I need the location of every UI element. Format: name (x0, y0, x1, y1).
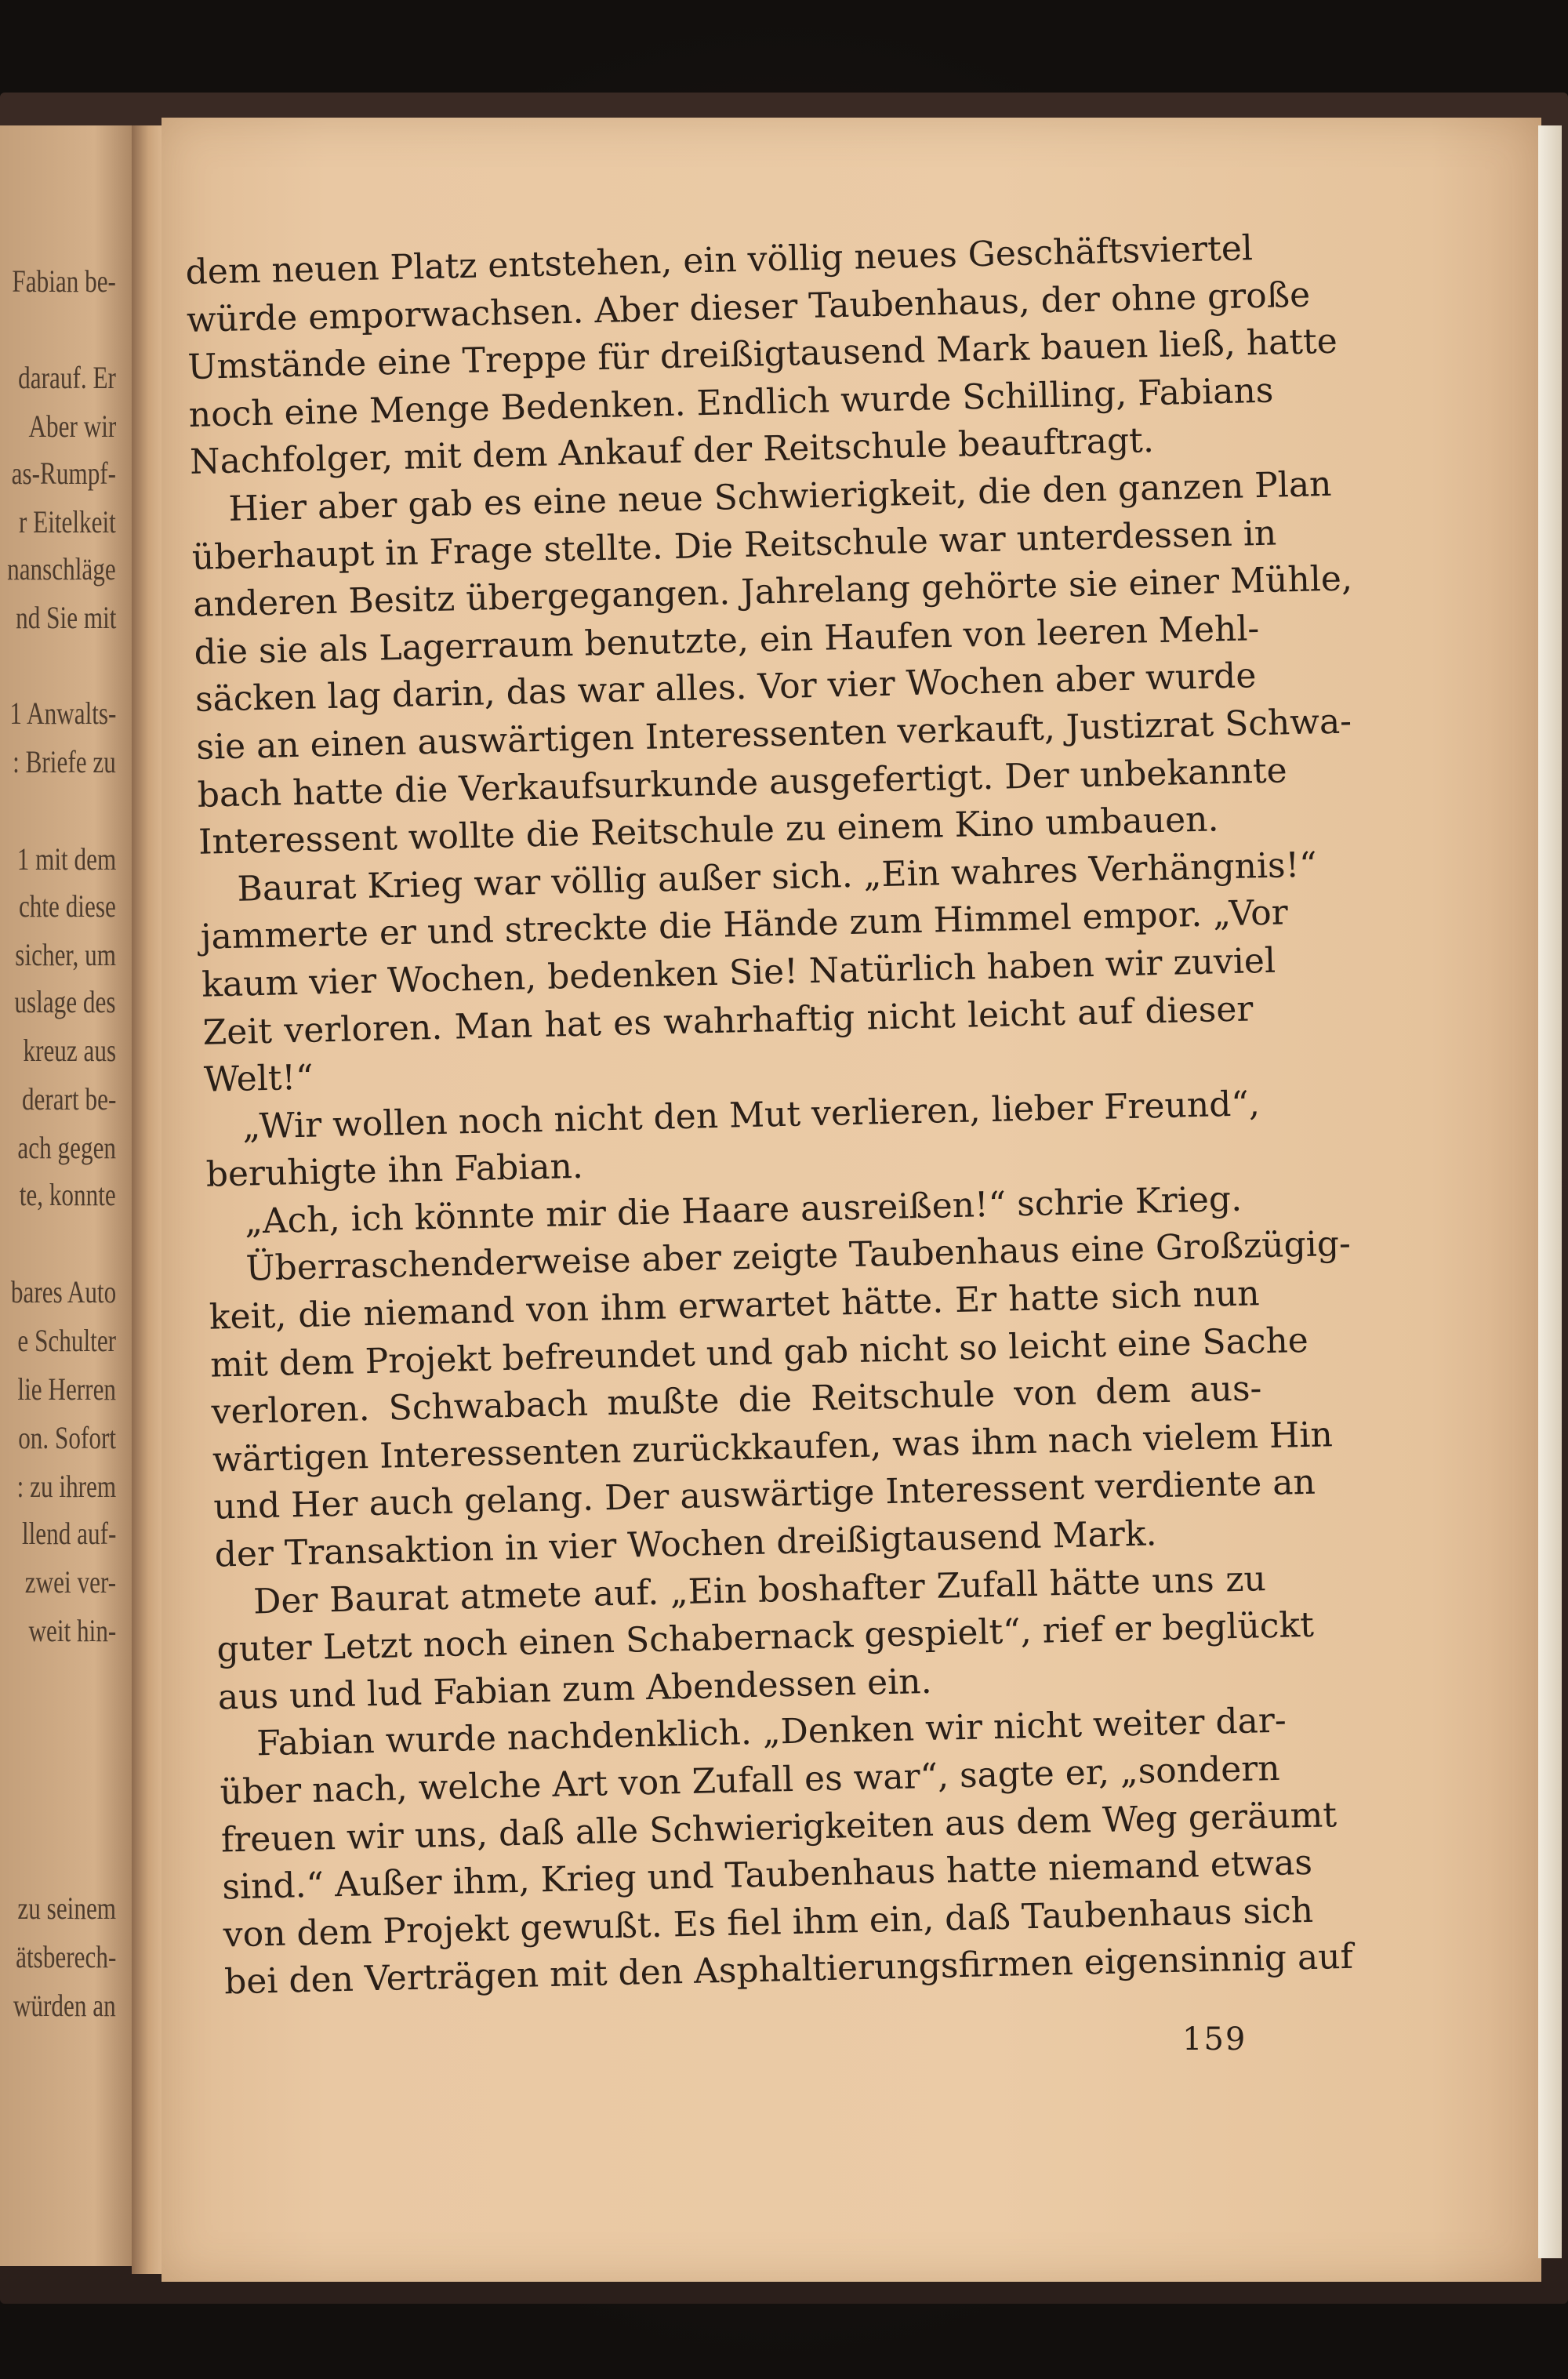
text-line: Überraschenderweise aber zeigte Taubenhaus eine Großzügig- (245, 1224, 1352, 1290)
text-line: Baurat Krieg war völlig außer sich. „Ein wahres Verhängnis!“ (236, 844, 1318, 910)
text-line: Interessent wollte die Reitschule zu einem Kino umbauen. (198, 799, 1219, 863)
page-number: 159 (1182, 2021, 1247, 2058)
text-line: Zeit verloren. Man hat es wahrhaftig nicht leicht auf dieser (202, 988, 1254, 1053)
text-line: von dem Projekt gewußt. Es fiel ihm ein, daß Taubenhaus sich (223, 1890, 1314, 1956)
left-page-fragment: nd Sie mit (15, 600, 116, 635)
text-line: würde emporwachsen. Aber dieser Taubenhaus, der ohne große (186, 274, 1311, 340)
left-page-fragment: weit hin- (28, 1613, 116, 1648)
left-page-fragment: : Briefe zu (13, 744, 116, 779)
text-line: Umstände eine Treppe für dreißigtausend Mark bauen ließ, hatte (187, 321, 1338, 388)
text-line: säcken lag darin, das war alles. Vor vier Wochen aber wurde (194, 656, 1257, 721)
text-line: verloren. Schwabach mußte die Reitschule von dem aus- (211, 1368, 1262, 1433)
left-page-fragment: 1 Anwalts- (9, 696, 116, 731)
left-page-fragment: on. Sofort (18, 1420, 116, 1455)
left-page-fragment: llend auf- (21, 1516, 116, 1551)
text-line: keit, die niemand von ihm erwartet hätte. Er hatte sich nun (209, 1273, 1261, 1338)
text-line: jammerte er und streckte die Hände zum Himmel empor. „Vor (200, 892, 1289, 958)
left-page-fragment: Fabian be- (12, 263, 116, 299)
left-page-fragment: bares Auto (10, 1274, 116, 1309)
text-line: sind.“ Außer ihm, Krieg und Taubenhaus hatte niemand etwas (221, 1843, 1313, 1908)
text-line: freuen wir uns, daß alle Schwierigkeiten aus dem Weg geräumt (220, 1794, 1338, 1861)
text-line: „Wir wollen noch nicht den Mut verlieren, lieber Freund“, (241, 1083, 1261, 1147)
text-line: guter Letzt noch einen Schabernack gespielt“, rief er beglückt (216, 1605, 1315, 1670)
left-page-fragment: 1 mit dem (16, 841, 116, 877)
text-line: Nachfolger, mit dem Ankauf der Reitschule beauftragt. (189, 420, 1155, 483)
text-line: über nach, welche Art von Zufall es war“, sagte er, „sondern (220, 1748, 1281, 1813)
left-page-fragment: chte diese (19, 888, 116, 924)
text-line: anderen Besitz übergegangen. Jahrelang gehörte sie einer Mühle, (192, 558, 1353, 626)
text-line: „Ach, ich könnte mir die Haare ausreißen!“ schrie Krieg. (244, 1179, 1243, 1242)
left-page-fragment: e Schulter (17, 1323, 116, 1358)
text-line: Fabian wurde nachdenklich. „Denken wir nicht weiter dar- (256, 1701, 1287, 1764)
left-page-fragment: nanschläge (7, 551, 116, 587)
text-line: und Her auch gelang. Der auswärtige Interessent verdiente an (212, 1462, 1316, 1528)
left-page-fragment: ach gegen (17, 1130, 116, 1165)
left-page-fragment: te, konnte (19, 1177, 116, 1212)
left-page-fragment: kreuz aus (23, 1033, 116, 1068)
text-line: beruhigte ihn Fabian. (205, 1146, 584, 1195)
text-line: aus und lud Fabian zum Abendessen ein. (217, 1661, 933, 1718)
left-page-fragment: r Eitelkeit (19, 504, 116, 539)
text-line: die sie als Lagerraum benutzte, ein Haufen von leeren Mehl- (194, 608, 1260, 673)
text-line: noch eine Menge Bedenken. Endlich wurde Schilling, Fabians (188, 370, 1274, 435)
text-line: wärtigen Interessenten zurückkaufen, was ihm nach vielem Hin (212, 1415, 1334, 1480)
left-page-fragment: darauf. Er (18, 360, 116, 395)
left-page-fragment: zwei ver- (24, 1564, 116, 1600)
text-line: kaum vier Wochen, bedenken Sie! Natürlich haben wir zuviel (201, 940, 1276, 1005)
left-page-fragment: lie Herren (17, 1371, 116, 1407)
page-text (185, 226, 1354, 2007)
text-line: sie an einen auswärtigen Interessenten verkauft, Justizrat Schwa- (195, 701, 1352, 768)
text-line: Welt!“ (203, 1057, 314, 1100)
left-page-fragment: : zu ihrem (16, 1469, 116, 1504)
text-line: überhaupt in Frage stellte. Die Reitschule war unterdessen in (191, 513, 1277, 578)
text-line: der Transaktion in vier Wochen dreißigtausend Mark. (214, 1513, 1158, 1575)
left-page-fragment: as-Rumpf- (11, 456, 116, 491)
left-page (0, 125, 135, 2266)
left-page-fragment: Aber wir (28, 409, 116, 444)
text-line: Der Baurat atmete auf. „Ein boshafter Zufall hätte uns zu (252, 1558, 1267, 1622)
left-page-fragment: ätsberech- (15, 1939, 116, 1974)
left-page-fragment: uslage des (14, 984, 116, 1019)
text-line: bach hatte die Verkaufsurkunde ausgefertigt. Der unbekannte (197, 750, 1288, 815)
left-page-fragment: würden an (13, 1988, 116, 2023)
left-page-fragment: zu seinem (17, 1890, 116, 1926)
text-line: bei den Verträgen mit den Asphaltierungsfirmen eigensinnig auf (223, 1937, 1354, 2003)
text-line: dem neuen Platz entstehen, ein völlig neues Geschäftsviertel (185, 228, 1254, 292)
left-page-fragment: derart be- (21, 1081, 116, 1117)
text-line: mit dem Projekt befreundet und gab nicht so leicht eine Sache (209, 1320, 1309, 1386)
left-page-fragment: sicher, um (15, 937, 116, 972)
text-line: Hier aber gab es eine neue Schwierigkeit, die den ganzen Plan (227, 463, 1332, 529)
page-edge (1538, 125, 1562, 2258)
